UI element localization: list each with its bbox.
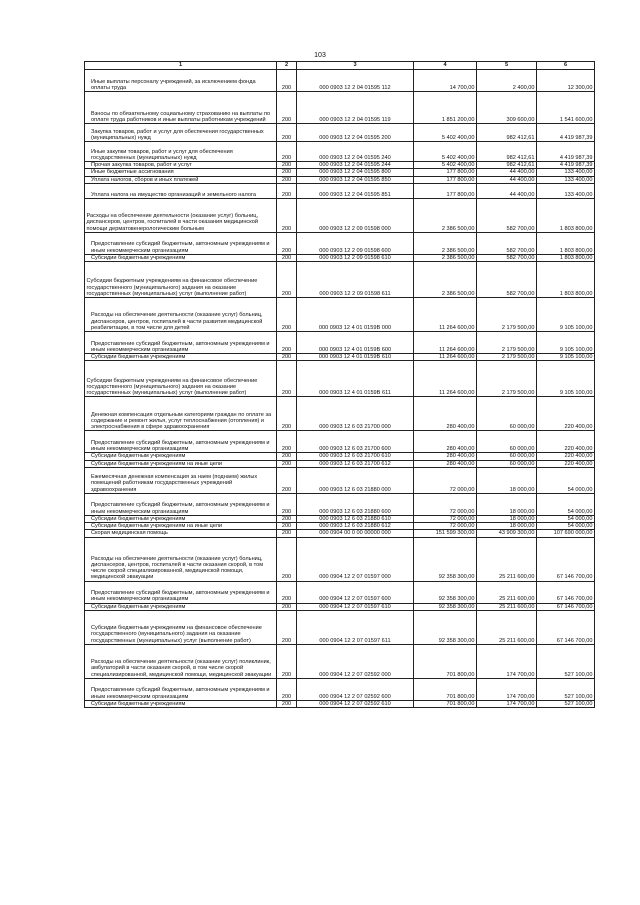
row-budget-code: 000 0903 12 6 03 21700 000 [297, 397, 414, 431]
row-approved-amount: 280 400,00 [414, 397, 477, 431]
col-header-2: 2 [277, 62, 297, 70]
row-executed-amount: 25 211 600,00 [477, 603, 537, 610]
row-remaining-amount: 527 100,00 [537, 700, 595, 707]
table-row [85, 610, 595, 644]
row-budget-code: 000 0904 00 0 00 00000 000 [297, 530, 414, 537]
row-executed-amount: 982 412,61 [477, 162, 537, 169]
row-executed-amount: 174 700,00 [477, 700, 537, 707]
row-line-code: 200 [277, 92, 297, 124]
row-remaining-amount: 54 000,00 [537, 515, 595, 522]
row-budget-code: 000 0903 12 6 03 21880 000 [297, 467, 414, 493]
row-description: Предоставление субсидий бюджетным, автономным учреждениям и иным некоммерческим организациям [85, 678, 277, 700]
row-executed-amount: 2 400,00 [477, 70, 537, 92]
row-line-code: 200 [277, 460, 297, 467]
row-budget-code: 000 0903 12 4 01 0159В 610 [297, 354, 414, 361]
col-header-3: 3 [297, 62, 414, 70]
row-executed-amount: 18 000,00 [477, 493, 537, 515]
table-row [85, 493, 595, 515]
row-approved-amount: 280 400,00 [414, 453, 477, 460]
col-header-1: 1 [85, 62, 277, 70]
row-remaining-amount: 9 105 100,00 [537, 298, 595, 332]
row-line-code: 200 [277, 603, 297, 610]
row-executed-amount: 174 700,00 [477, 644, 537, 678]
row-approved-amount: 14 700,00 [414, 70, 477, 92]
row-executed-amount: 60 000,00 [477, 460, 537, 467]
row-budget-code: 000 0904 12 2 07 01597 611 [297, 610, 414, 644]
row-description: Субсидии бюджетным учреждениям [85, 515, 277, 522]
row-remaining-amount: 9 105 100,00 [537, 354, 595, 361]
row-approved-amount: 92 358 300,00 [414, 537, 477, 581]
row-description: Предоставление субсидий бюджетным, автономным учреждениям и иным некоммерческим организациям [85, 431, 277, 453]
row-description: Предоставление субсидий бюджетным, автономным учреждениям и иным некоммерческим организациям [85, 332, 277, 354]
row-line-code: 200 [277, 198, 297, 232]
row-remaining-amount: 4 419 987,39 [537, 142, 595, 162]
row-executed-amount: 60 000,00 [477, 453, 537, 460]
row-description: Субсидии бюджетным учреждениям на финансовое обеспечение государственного (муниципального) задания на оказание государственных (муниципальных) услуг (выполнение работ) [85, 610, 277, 644]
row-executed-amount: 18 000,00 [477, 515, 537, 522]
row-executed-amount: 25 211 600,00 [477, 537, 537, 581]
row-line-code: 200 [277, 515, 297, 522]
table-row [85, 70, 595, 92]
row-line-code: 200 [277, 493, 297, 515]
row-budget-code: 000 0903 12 2 04 01595 112 [297, 70, 414, 92]
row-description: Предоставление субсидий бюджетным, автономным учреждениям и иным некоммерческим организациям [85, 232, 277, 254]
row-description: Прочая закупка товаров, работ и услуг [85, 162, 277, 169]
row-executed-amount: 44 400,00 [477, 169, 537, 176]
row-budget-code: 000 0903 12 6 03 21700 600 [297, 431, 414, 453]
row-description: Субсидии бюджетным учреждениям на иные цели [85, 460, 277, 467]
table-row [85, 467, 595, 493]
row-approved-amount: 72 000,00 [414, 515, 477, 522]
table-row [85, 332, 595, 354]
row-budget-code: 000 0903 12 2 04 01595 850 [297, 176, 414, 183]
row-executed-amount: 982 412,61 [477, 124, 537, 142]
row-line-code: 200 [277, 361, 297, 397]
row-approved-amount: 72 000,00 [414, 493, 477, 515]
row-approved-amount: 11 264 600,00 [414, 332, 477, 354]
table-row [85, 397, 595, 431]
table-row [85, 361, 595, 397]
row-executed-amount: 18 000,00 [477, 467, 537, 493]
row-remaining-amount: 9 105 100,00 [537, 332, 595, 354]
row-executed-amount: 44 400,00 [477, 176, 537, 183]
header-row [85, 62, 595, 70]
table-row [85, 162, 595, 169]
row-line-code: 200 [277, 354, 297, 361]
table-row [85, 124, 595, 142]
row-approved-amount: 177 800,00 [414, 169, 477, 176]
row-approved-amount: 5 402 400,00 [414, 162, 477, 169]
row-budget-code: 000 0904 12 2 07 01597 000 [297, 537, 414, 581]
row-approved-amount: 1 851 200,00 [414, 92, 477, 124]
table-row [85, 644, 595, 678]
row-approved-amount: 701 800,00 [414, 700, 477, 707]
row-description: Субсидии бюджетным учреждениям [85, 254, 277, 261]
row-remaining-amount: 220 400,00 [537, 453, 595, 460]
row-line-code: 200 [277, 530, 297, 537]
row-description: Расходы на обеспечение деятельности (оказание услуг) больниц, диспансеров, центров, госпиталей в части оказания скорой, в том числе скорой специализированной, медицинской помощи, медицинской эвакуации [85, 537, 277, 581]
col-header-6: 6 [537, 62, 595, 70]
row-description: Расходы на обеспечение деятельности (оказание услуг) больниц, диспансеров, центров, госпиталей в части развития медицинской реабилитации, в том числе для детей [85, 298, 277, 332]
row-approved-amount: 701 800,00 [414, 678, 477, 700]
table-row [85, 431, 595, 453]
row-description: Субсидии бюджетным учреждениям [85, 603, 277, 610]
row-approved-amount: 5 402 400,00 [414, 142, 477, 162]
row-line-code: 200 [277, 169, 297, 176]
row-budget-code: 000 0904 12 2 07 01597 600 [297, 581, 414, 603]
row-description: Предоставление субсидий бюджетным, автономным учреждениям и иным некоммерческим организациям [85, 493, 277, 515]
row-approved-amount: 92 358 300,00 [414, 603, 477, 610]
col-header-5: 5 [477, 62, 537, 70]
row-line-code: 200 [277, 467, 297, 493]
row-approved-amount: 2 386 500,00 [414, 198, 477, 232]
row-executed-amount: 2 179 500,00 [477, 361, 537, 397]
table-row [85, 262, 595, 298]
table-row [85, 232, 595, 254]
row-line-code: 200 [277, 644, 297, 678]
table-row [85, 142, 595, 162]
row-remaining-amount: 133 400,00 [537, 183, 595, 198]
row-description: Субсидии бюджетным учреждениям на финансовое обеспечение государственного (муниципального) задания на оказание государственных (муниципальных) услуг (выполнение работ) [85, 361, 277, 397]
row-budget-code: 000 0903 12 2 04 01595 800 [297, 169, 414, 176]
row-description: Расходы на обеспечение деятельности (оказание услуг) поликлиник, амбулаторий в части оказания скорой, в том числе скорой специализированной, медицинской помощи, медицинской эвакуации [85, 644, 277, 678]
row-approved-amount: 177 800,00 [414, 176, 477, 183]
row-budget-code: 000 0903 12 2 04 01595 119 [297, 92, 414, 124]
row-budget-code: 000 0903 12 4 01 0159В 600 [297, 332, 414, 354]
row-budget-code: 000 0903 12 6 03 21880 600 [297, 493, 414, 515]
row-line-code: 200 [277, 162, 297, 169]
row-line-code: 200 [277, 523, 297, 530]
table-row [85, 581, 595, 603]
row-approved-amount: 177 800,00 [414, 183, 477, 198]
row-remaining-amount: 220 400,00 [537, 431, 595, 453]
row-line-code: 200 [277, 176, 297, 183]
row-line-code: 200 [277, 397, 297, 431]
row-remaining-amount: 4 419 987,39 [537, 162, 595, 169]
table-row [85, 354, 595, 361]
row-description: Уплата налога на имущество организаций и земельного налога [85, 183, 277, 198]
row-remaining-amount: 1 541 600,00 [537, 92, 595, 124]
table-row [85, 603, 595, 610]
row-executed-amount: 2 179 500,00 [477, 298, 537, 332]
row-description: Расходы на обеспечение деятельности (оказание услуг) больниц, диспансеров, центров, госпиталей в части оказания медицинской помощи дерматовенерологическим больным [85, 198, 277, 232]
row-line-code: 200 [277, 70, 297, 92]
table-row [85, 460, 595, 467]
table-row [85, 453, 595, 460]
row-executed-amount: 582 700,00 [477, 198, 537, 232]
row-description: Иные закупки товаров, работ и услуг для обеспечения государственных (муниципальных) нужд [85, 142, 277, 162]
table-row [85, 515, 595, 522]
row-approved-amount: 5 402 400,00 [414, 124, 477, 142]
page-number: 103 [314, 52, 326, 59]
row-remaining-amount: 67 146 700,00 [537, 581, 595, 603]
table-row [85, 254, 595, 261]
row-line-code: 200 [277, 537, 297, 581]
row-budget-code: 000 0903 12 2 04 01595 200 [297, 124, 414, 142]
row-executed-amount: 982 412,61 [477, 142, 537, 162]
row-approved-amount: 11 264 600,00 [414, 298, 477, 332]
table-row [85, 537, 595, 581]
row-budget-code: 000 0903 12 6 03 21880 610 [297, 515, 414, 522]
row-executed-amount: 44 400,00 [477, 183, 537, 198]
row-remaining-amount: 1 803 800,00 [537, 262, 595, 298]
row-remaining-amount: 220 400,00 [537, 460, 595, 467]
row-approved-amount: 72 000,00 [414, 467, 477, 493]
table-row [85, 198, 595, 232]
row-executed-amount: 25 211 600,00 [477, 610, 537, 644]
row-line-code: 200 [277, 453, 297, 460]
row-approved-amount: 92 358 300,00 [414, 581, 477, 603]
row-line-code: 200 [277, 183, 297, 198]
table-row [85, 678, 595, 700]
row-description: Субсидии бюджетным учреждениям [85, 354, 277, 361]
row-approved-amount: 92 358 300,00 [414, 610, 477, 644]
budget-table [84, 61, 595, 708]
row-executed-amount: 25 211 600,00 [477, 581, 537, 603]
row-remaining-amount: 67 146 700,00 [537, 603, 595, 610]
row-budget-code: 000 0903 12 2 04 01595 240 [297, 142, 414, 162]
row-description: Субсидии бюджетным учреждениям [85, 453, 277, 460]
row-line-code: 200 [277, 124, 297, 142]
row-remaining-amount: 107 690 000,00 [537, 530, 595, 537]
row-line-code: 200 [277, 700, 297, 707]
row-description: Предоставление субсидий бюджетным, автономным учреждениям и иным некоммерческим организациям [85, 581, 277, 603]
row-line-code: 200 [277, 254, 297, 261]
row-approved-amount: 2 386 500,00 [414, 262, 477, 298]
row-budget-code: 000 0903 12 2 09 01598 600 [297, 232, 414, 254]
row-line-code: 200 [277, 262, 297, 298]
table-row [85, 176, 595, 183]
row-budget-code: 000 0903 12 6 03 21880 612 [297, 523, 414, 530]
row-executed-amount: 582 700,00 [477, 254, 537, 261]
row-line-code: 200 [277, 232, 297, 254]
row-description: Субсидии бюджетным учреждениям на иные цели [85, 523, 277, 530]
row-budget-code: 000 0903 12 6 03 21700 612 [297, 460, 414, 467]
row-line-code: 200 [277, 142, 297, 162]
row-remaining-amount: 1 803 800,00 [537, 254, 595, 261]
row-description: Скорая медицинская помощь [85, 530, 277, 537]
row-line-code: 200 [277, 332, 297, 354]
row-budget-code: 000 0903 12 2 09 01598 610 [297, 254, 414, 261]
row-approved-amount: 72 000,00 [414, 523, 477, 530]
row-approved-amount: 11 264 600,00 [414, 354, 477, 361]
row-remaining-amount: 4 419 987,39 [537, 124, 595, 142]
row-executed-amount: 174 700,00 [477, 678, 537, 700]
row-line-code: 200 [277, 431, 297, 453]
table-row [85, 169, 595, 176]
row-approved-amount: 2 386 500,00 [414, 232, 477, 254]
row-description: Иные бюджетные ассигнования [85, 169, 277, 176]
row-line-code: 200 [277, 298, 297, 332]
row-budget-code: 000 0903 12 4 01 0159В 611 [297, 361, 414, 397]
row-executed-amount: 582 700,00 [477, 232, 537, 254]
row-executed-amount: 582 700,00 [477, 262, 537, 298]
row-budget-code: 000 0904 12 2 07 02592 600 [297, 678, 414, 700]
row-line-code: 200 [277, 678, 297, 700]
table-row [85, 530, 595, 537]
table-row [85, 523, 595, 530]
row-remaining-amount: 1 803 800,00 [537, 232, 595, 254]
row-budget-code: 000 0903 12 2 09 01598 611 [297, 262, 414, 298]
row-executed-amount: 309 600,00 [477, 92, 537, 124]
row-approved-amount: 280 400,00 [414, 460, 477, 467]
row-approved-amount: 2 386 500,00 [414, 254, 477, 261]
row-description: Ежемесячная денежная компенсация за наем (поднаем) жилых помещений работникам государственных учреждений здравоохранения [85, 467, 277, 493]
row-remaining-amount: 1 803 800,00 [537, 198, 595, 232]
row-remaining-amount: 54 000,00 [537, 493, 595, 515]
table-body [85, 70, 595, 708]
row-approved-amount: 280 400,00 [414, 431, 477, 453]
row-remaining-amount: 67 146 700,00 [537, 537, 595, 581]
table-row [85, 298, 595, 332]
row-remaining-amount: 54 000,00 [537, 467, 595, 493]
row-budget-code: 000 0903 12 2 04 01595 244 [297, 162, 414, 169]
row-executed-amount: 18 000,00 [477, 523, 537, 530]
row-description: Закупка товаров, работ и услуг для обеспечения государственных (муниципальных) нужд [85, 124, 277, 142]
row-approved-amount: 11 264 600,00 [414, 361, 477, 397]
row-description: Денежная компенсация отдельным категориям граждан по оплате за содержание и ремонт жилья, услуг теплоснабжения (отопления) и электроснабжения в сфере здравоохранения [85, 397, 277, 431]
row-budget-code: 000 0904 12 2 07 02592 610 [297, 700, 414, 707]
table-row [85, 700, 595, 707]
row-remaining-amount: 12 300,00 [537, 70, 595, 92]
row-remaining-amount: 527 100,00 [537, 678, 595, 700]
row-description: Иные выплаты персоналу учреждений, за исключением фонда оплаты труда [85, 70, 277, 92]
row-budget-code: 000 0904 12 2 07 01597 610 [297, 603, 414, 610]
row-remaining-amount: 133 400,00 [537, 169, 595, 176]
row-remaining-amount: 527 100,00 [537, 644, 595, 678]
row-approved-amount: 151 599 300,00 [414, 530, 477, 537]
row-budget-code: 000 0903 12 2 04 01595 851 [297, 183, 414, 198]
row-budget-code: 000 0903 12 6 03 21700 610 [297, 453, 414, 460]
row-line-code: 200 [277, 610, 297, 644]
row-executed-amount: 2 179 500,00 [477, 354, 537, 361]
row-remaining-amount: 54 000,00 [537, 523, 595, 530]
row-budget-code: 000 0904 12 2 07 02592 000 [297, 644, 414, 678]
row-description: Взносы по обязательному социальному страхованию на выплаты по оплате труда работников и иные выплаты работникам учреждений [85, 92, 277, 124]
row-description: Субсидии бюджетным учреждениям [85, 700, 277, 707]
row-executed-amount: 60 000,00 [477, 431, 537, 453]
row-description: Субсидии бюджетным учреждениям на финансовое обеспечение государственного (муниципального) задания на оказание государственных (муниципальных) услуг (выполнение работ) [85, 262, 277, 298]
table-row [85, 183, 595, 198]
row-executed-amount: 43 909 300,00 [477, 530, 537, 537]
row-line-code: 200 [277, 581, 297, 603]
table-row [85, 92, 595, 124]
row-executed-amount: 60 000,00 [477, 397, 537, 431]
row-remaining-amount: 9 105 100,00 [537, 361, 595, 397]
row-executed-amount: 2 179 500,00 [477, 332, 537, 354]
row-remaining-amount: 220 400,00 [537, 397, 595, 431]
row-approved-amount: 701 800,00 [414, 644, 477, 678]
row-remaining-amount: 133 400,00 [537, 176, 595, 183]
row-remaining-amount: 67 146 700,00 [537, 610, 595, 644]
row-budget-code: 000 0903 12 2 09 01598 000 [297, 198, 414, 232]
row-budget-code: 000 0903 12 4 01 0159В 000 [297, 298, 414, 332]
row-description: Уплата налогов, сборов и иных платежей [85, 176, 277, 183]
col-header-4: 4 [414, 62, 477, 70]
